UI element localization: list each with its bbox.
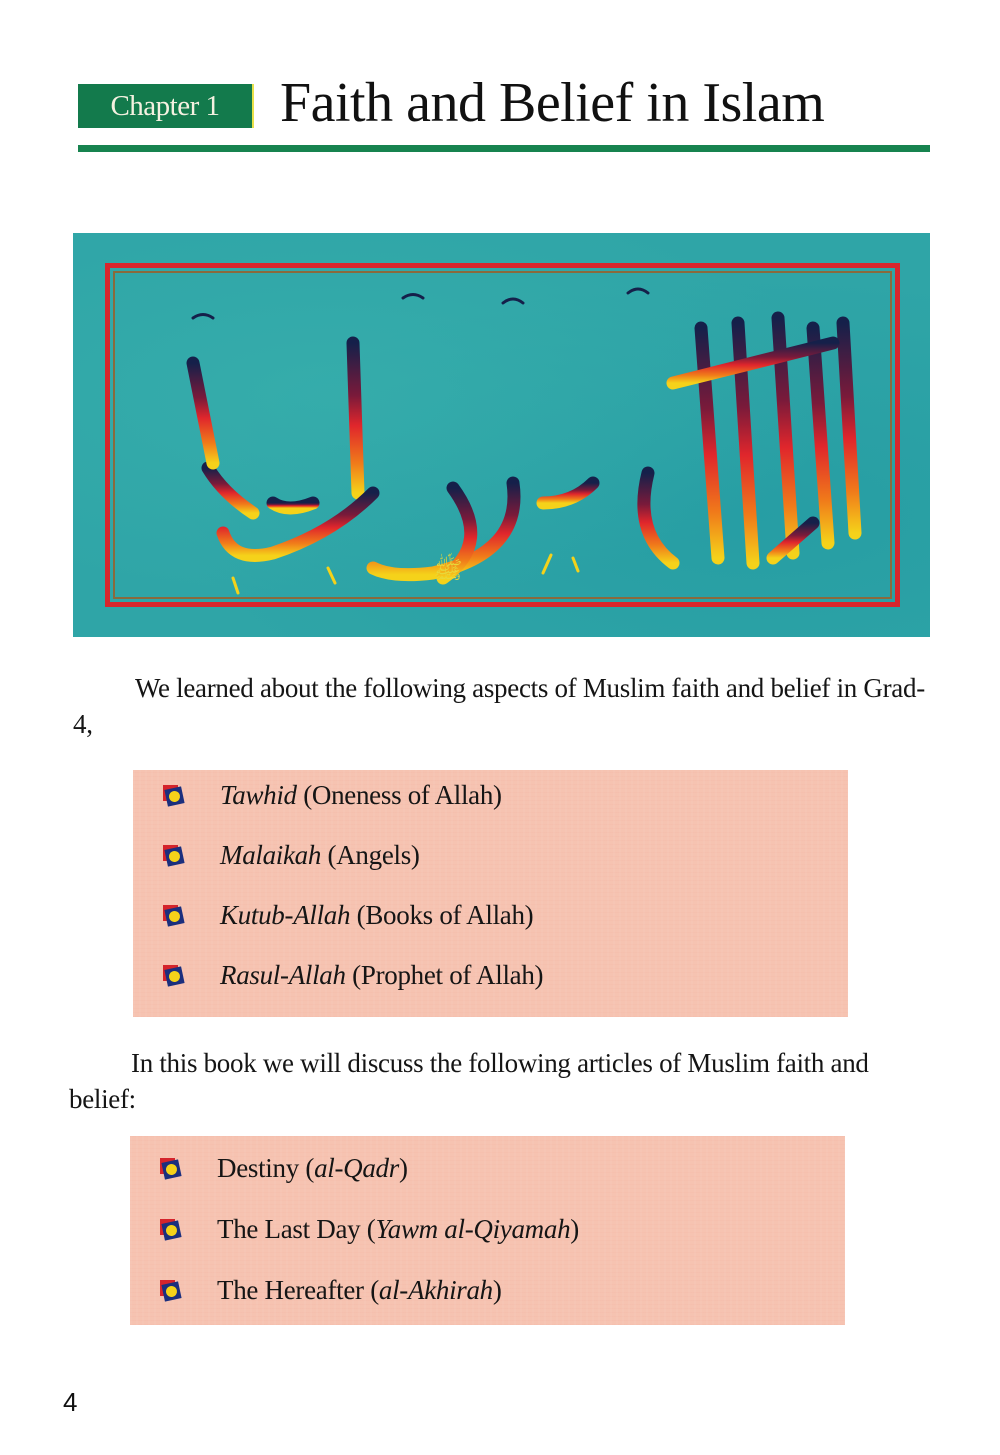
list-item: The Last Day (Yawm al-Qiyamah): [130, 1209, 845, 1249]
previous-topics-list: [133, 770, 848, 1017]
square-bullet-icon: [163, 905, 185, 927]
square-bullet-icon: [160, 1280, 182, 1302]
topic-meaning: (Oneness of Allah): [303, 780, 502, 810]
topic-term: al-Akhirah: [378, 1275, 493, 1305]
topic-label: The Last Day: [217, 1214, 361, 1244]
square-bullet-icon: [163, 785, 185, 807]
topic-term: Kutub-Allah: [220, 900, 351, 930]
topic-term: Tawhid: [220, 780, 297, 810]
topic-term: Malaikah: [220, 840, 322, 870]
page-number: 4: [63, 1387, 78, 1417]
shahada-calligraphy-image: [73, 233, 930, 637]
topic-label: Destiny: [217, 1153, 299, 1183]
topic-meaning: (Prophet of Allah): [352, 960, 544, 990]
square-bullet-icon: [163, 845, 185, 867]
list-item: [133, 955, 848, 995]
topic-meaning: (Angels): [327, 840, 420, 870]
second-paragraph: In this book we will discuss the following articles of Muslim faith and belief:: [69, 1048, 869, 1114]
header-divider: [78, 145, 930, 152]
list-item: The Hereafter (al-Akhirah): [130, 1270, 845, 1310]
list-item: [133, 835, 848, 875]
topic-term: Yawm al-Qiyamah: [375, 1214, 571, 1244]
square-bullet-icon: [160, 1158, 182, 1180]
topic-label: The Hereafter: [217, 1275, 364, 1305]
square-bullet-icon: [160, 1219, 182, 1241]
list-item: [133, 775, 848, 815]
chapter-badge: Chapter 1: [78, 84, 254, 128]
list-item: Destiny (al-Qadr): [130, 1148, 845, 1188]
topic-meaning: (Books of Allah): [356, 900, 534, 930]
chapter-header: [78, 72, 930, 156]
calligraphy-art-icon: [73, 233, 930, 637]
list-item: [133, 895, 848, 935]
topic-term: Rasul-Allah: [220, 960, 346, 990]
current-topics-list: [130, 1136, 845, 1325]
page-title: Faith and Belief in Islam: [280, 72, 825, 134]
topic-term: al-Qadr: [314, 1153, 399, 1183]
intro-paragraph: We learned about the following aspects of Muslim faith and belief in Grad-4,: [73, 673, 925, 739]
svg-text:ﷺ: ﷺ: [433, 558, 463, 584]
square-bullet-icon: [163, 965, 185, 987]
